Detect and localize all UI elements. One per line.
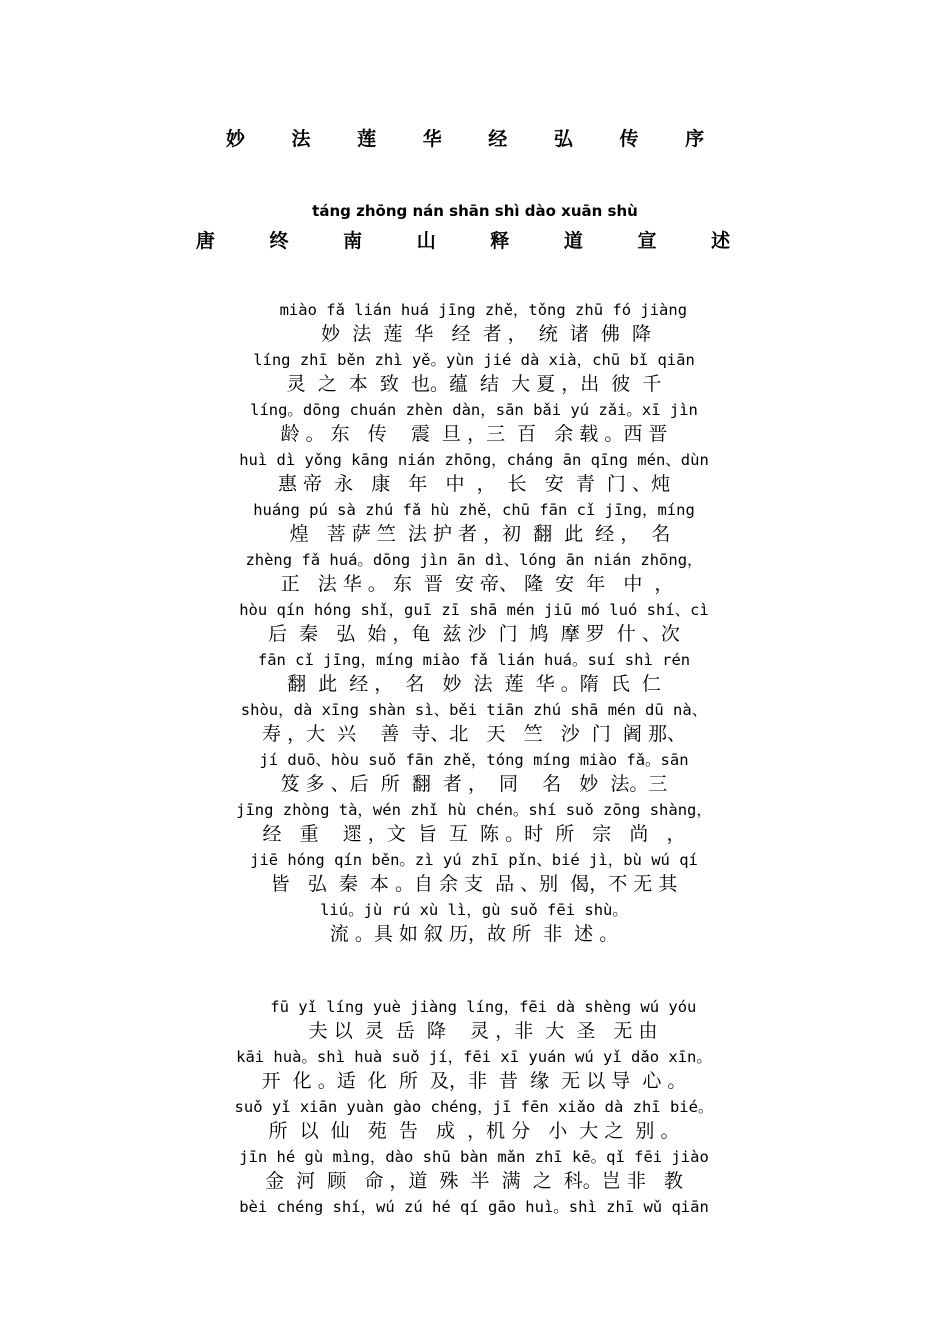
pinyin-line: jí duō、hòu suǒ fān zhě，tóng míng miào fǎ。sān (259, 751, 689, 769)
hanzi-line: 灵 之 本 致 也。蕴 结 大 夏 ，出 彼 千 (286, 373, 662, 395)
text-line (228, 549, 720, 599)
hanzi-line: 惠 帝 永 康 年 中 ， 长 安 青 门 、炖 (278, 473, 670, 495)
text-line (228, 349, 720, 399)
hanzi-line: 所 以 仙 苑 告 成 ，机 分 小 大 之 别 。 (268, 1120, 680, 1142)
pinyin-line: fū yǐ líng yuè jiàng líng，fēi dà shèng wú yóu (251, 998, 697, 1016)
hanzi-line: 经 重 遝 ，文 旨 互 陈 。时 所 宗 尚 ， (262, 823, 686, 845)
pinyin-line: zhèng fǎ huá。dōng jìn ān dì、lóng ān nián zhōng， (245, 551, 703, 569)
hanzi-line: 寿 ，大 兴 善 寺、北 天 竺 沙 门 阇 那、 (262, 723, 686, 745)
text-line (228, 849, 720, 899)
author-pinyin: táng zhōng nán shān shì dào xuān shù (312, 202, 638, 220)
hanzi-line: 煌 菩 萨 竺 法 护 者 ，初 翻 此 经 ， 名 (277, 523, 671, 545)
hanzi-line: 正 法 华 。 东 晋 安 帝、 隆 安 年 中 ， (274, 573, 674, 595)
hanzi-line: 翻 此 经 ， 名 妙 法 莲 华 。隋 氏 仁 (287, 673, 661, 695)
author-hanzi: 唐 终 南 山 释 道 宣 述 (195, 230, 755, 252)
text-line (228, 399, 720, 449)
text-line (228, 899, 720, 949)
text-line (228, 1096, 720, 1146)
hanzi-line: 笈 多 、后 所 翻 者 ， 同 名 妙 法。三 (280, 773, 668, 795)
hanzi-line: 流 。具 如 叙 历，故 所 非 述 。 (329, 923, 619, 945)
hanzi-line: 后 秦 弘 始 ，龟 兹 沙 门 鸠 摩 罗 什 、次 (268, 623, 680, 645)
pinyin-line: huì dì yǒng kāng nián zhōng，cháng ān qīng mén、dùn (239, 451, 709, 469)
pinyin-line: liú。jù rú xù lì，gù suǒ fēi shù。 (320, 901, 628, 919)
text-line (228, 299, 720, 349)
preface-paragraph-1 (228, 299, 720, 949)
pinyin-line: fān cǐ jīng，míng miào fǎ lián huá。suí shì rén (257, 651, 691, 669)
hanzi-line: 夫 以 灵 岳 降 灵 ，非 大 圣 无 由 (290, 1020, 658, 1042)
pinyin-line: bèi chéng shí，wú zú hé qí gāo huì。shì zhī wǔ qiān (239, 1198, 709, 1216)
hanzi-line: 开 化 。适 化 所 及，非 昔 缘 无 以 导 心 。 (261, 1070, 687, 1092)
pinyin-line: suǒ yǐ xiān yuàn gào chéng，jī fēn xiǎo dà zhī bié。 (234, 1098, 714, 1116)
text-line (228, 996, 720, 1046)
pinyin-line: kāi huà。shì huà suǒ jí，fēi xī yuán wú yǐ dǎo xīn。 (236, 1048, 712, 1066)
pinyin-line: huáng pú sà zhú fǎ hù zhě，chū fān cǐ jīng，míng (253, 501, 695, 519)
text-line (228, 1046, 720, 1096)
hanzi-line: 金 河 顾 命 ，道 殊 半 满 之 科。岂 非 教 (265, 1170, 683, 1192)
text-line (228, 749, 720, 799)
document-title: 妙 法 莲 华 经 弘 传 序 (225, 128, 725, 150)
pinyin-line: jiē hóng qín běn。zì yú zhī pǐn、bié jì，bù wú qí (250, 851, 698, 869)
pinyin-line: shòu，dà xīng shàn sì、běi tiān zhú shā mén dū nà、 (240, 701, 708, 719)
text-line (228, 449, 720, 499)
hanzi-line (228, 1218, 720, 1244)
pinyin-line: jīn hé gù mìng，dào shū bàn mǎn zhī kē。qǐ fēi jiào (239, 1148, 709, 1166)
text-line (228, 499, 720, 549)
hanzi-line: 皆 弘 秦 本 。自 余 支 品 、别 偈，不 无 其 (270, 873, 678, 895)
preface-paragraph-2 (228, 996, 720, 1246)
pinyin-line: líng zhī běn zhì yě。yùn jié dà xià，chū bǐ qiān (253, 351, 695, 369)
text-line (228, 599, 720, 649)
text-line (228, 699, 720, 749)
text-line (228, 649, 720, 699)
pinyin-line: jīng zhòng tà，wén zhǐ hù chén。shí suǒ zōng shàng， (236, 801, 712, 819)
text-line (228, 1146, 720, 1196)
pinyin-line: hòu qín hóng shǐ，guī zī shā mén jiū mó luó shí、cì (239, 601, 709, 619)
pinyin-line: miào fǎ lián huá jīng zhě，tǒng zhū fó jiàng (260, 301, 688, 319)
text-line (228, 799, 720, 849)
hanzi-line: 妙 法 莲 华 经 者 ， 统 诸 佛 降 (297, 323, 651, 345)
pinyin-line: líng。dōng chuán zhèn dàn，sān bǎi yú zǎi。xī jìn (250, 401, 698, 419)
text-line (228, 1196, 720, 1246)
hanzi-line: 龄 。 东 传 震 旦 ，三 百 余 载 。西 晋 (280, 423, 668, 445)
